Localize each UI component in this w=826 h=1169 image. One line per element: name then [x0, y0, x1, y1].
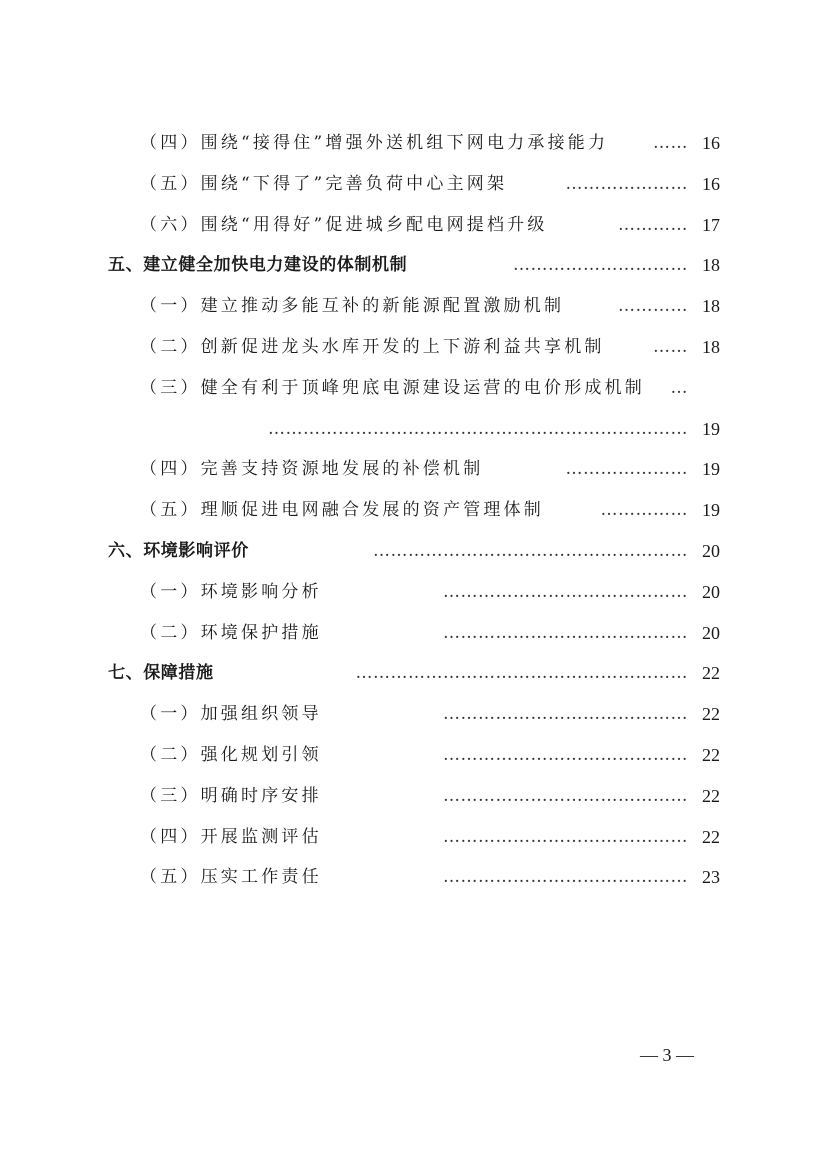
toc-page-number: 19: [702, 459, 720, 480]
toc-leader-dots: ……………………………………: [443, 745, 688, 765]
toc-leader-dots: …: [670, 377, 688, 398]
toc-label: （三）健全有利于顶峰兜底电源建设运营的电价形成机制: [140, 373, 651, 403]
toc-leader-dots: ……………………………………: [443, 581, 688, 602]
toc-label: （一）建立推动多能互补的新能源配置激励机制: [140, 291, 570, 321]
toc-entry[interactable]: [0, 332, 826, 362]
toc-leader-dots: …………: [618, 296, 688, 317]
toc-leader-dots: ……………………………………: [443, 622, 688, 643]
toc-leader-dots: ……: [653, 133, 688, 153]
toc-entry[interactable]: [0, 495, 826, 525]
toc-label: （四）围绕“接得住”增强外送机组下网电力承接能力: [140, 128, 614, 158]
toc-label: （五）围绕“下得了”完善负荷中心主网架: [140, 169, 513, 199]
toc-page-number: 22: [702, 745, 720, 765]
toc-leader-dots: ………………………………………………: [373, 541, 688, 561]
toc-label: 六、环境影响评价: [108, 536, 255, 566]
toc-label: （一）加强组织领导: [140, 699, 328, 729]
toc-label: （二）强化规划引领: [140, 740, 328, 770]
toc-page-number: 22: [702, 785, 720, 806]
toc-entry[interactable]: [0, 577, 826, 607]
toc-label: 五、建立健全加快电力建设的体制机制: [108, 250, 413, 280]
toc-heading[interactable]: [0, 658, 826, 688]
toc-entry[interactable]: [0, 169, 826, 199]
toc-heading[interactable]: [0, 250, 826, 280]
toc-label: 七、保障措施: [108, 658, 220, 688]
toc-leader-dots: ……………………………………: [443, 704, 688, 725]
toc-label: （二）创新促进龙头水库开发的上下游利益共享机制: [140, 332, 611, 362]
toc-leader-dots: ……: [653, 337, 688, 357]
toc-leader-dots: ……………………………………: [443, 785, 688, 806]
toc-leader-dots: ……………………………………: [443, 867, 688, 888]
toc-page-number: 20: [702, 622, 720, 643]
toc-entry[interactable]: [0, 699, 826, 729]
page-number: — 3 —: [640, 1045, 694, 1065]
toc-leader-dots: …………………………: [513, 255, 688, 276]
toc-leader-dots: …………………: [565, 173, 688, 194]
toc-entry[interactable]: [0, 373, 826, 403]
toc-entry[interactable]: [0, 781, 826, 811]
toc-entry[interactable]: [0, 740, 826, 770]
toc-page-number: 18: [702, 337, 720, 357]
toc-page-number: 19: [702, 500, 720, 521]
toc-page-number: 16: [702, 173, 720, 194]
toc-leader-dots: …………………………………………………: [355, 663, 688, 684]
toc-page-number: 22: [702, 704, 720, 725]
toc-label: （二）环境保护措施: [140, 618, 328, 648]
toc-entry[interactable]: [0, 210, 826, 240]
toc-page-number: 17: [702, 214, 720, 235]
toc-entry[interactable]: [0, 291, 826, 321]
toc-leader-dots: ………………………………………………………………: [268, 418, 688, 439]
toc-entry[interactable]: [0, 414, 826, 444]
toc-entry[interactable]: [0, 128, 826, 158]
toc-page-number: 19: [702, 418, 720, 439]
toc-entry[interactable]: [0, 454, 826, 484]
toc-page-number: 22: [702, 663, 720, 684]
toc-page-number: 18: [702, 296, 720, 317]
toc-entry[interactable]: [0, 862, 826, 892]
toc-entry[interactable]: [0, 822, 826, 852]
toc-leader-dots: …………………: [565, 459, 688, 480]
toc-entry[interactable]: [0, 618, 826, 648]
toc-page-number: 16: [702, 133, 720, 153]
toc-page-number: 20: [702, 541, 720, 561]
toc-label: （五）理顺促进电网融合发展的资产管理体制: [140, 495, 550, 525]
toc-page-number: 20: [702, 581, 720, 602]
toc-label: （四）完善支持资源地发展的补偿机制: [140, 454, 489, 484]
toc-label: （四）开展监测评估: [140, 822, 328, 852]
toc-label: （三）明确时序安排: [140, 781, 328, 811]
toc-label: （六）围绕“用得好”促进城乡配电网提档升级: [140, 210, 554, 240]
toc-leader-dots: ……………: [600, 500, 688, 521]
toc-heading[interactable]: [0, 536, 826, 566]
toc-label: （五）压实工作责任: [140, 862, 328, 892]
toc-leader-dots: …………: [618, 214, 688, 235]
toc-page-number: 22: [702, 826, 720, 847]
toc-leader-dots: ……………………………………: [443, 826, 688, 847]
toc-page-number: 23: [702, 867, 720, 888]
toc-label: （一）环境影响分析: [140, 577, 328, 607]
toc-page-number: 18: [702, 255, 720, 276]
